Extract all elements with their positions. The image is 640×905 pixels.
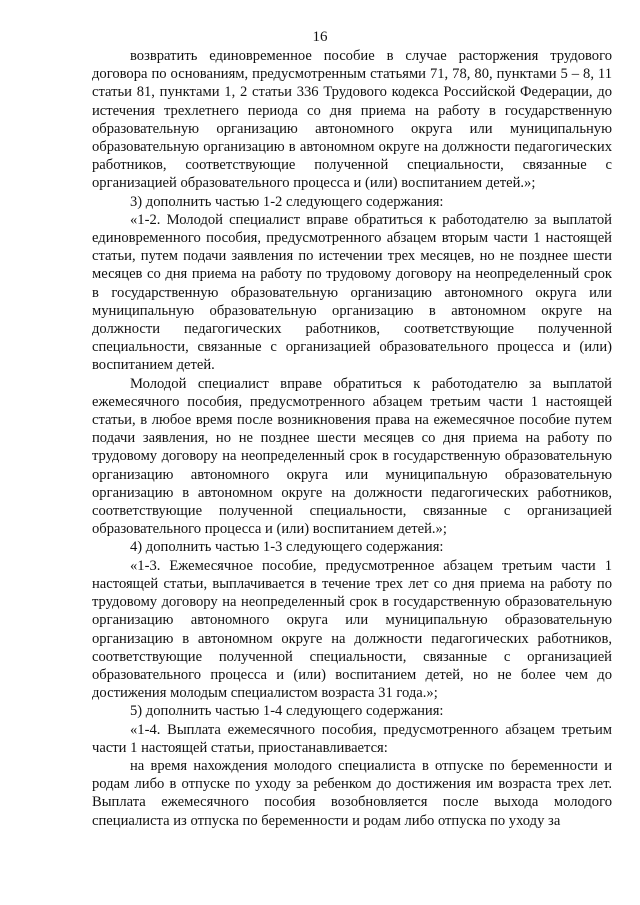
paragraph-6: «1-3. Ежемесячное пособие, предусмотренное абзацем третьим части 1 настоящей статьи, выплачивается в течение трех лет со дня приема на работу по трудовому договору на неопределенный срок в государственную образовательную организацию автономного округа или муниципальную образовательную организацию в автономном округе на должности педагогических работников, соответствующие полученной специальности, связанные с организацией образовательного процесса и (или) воспитанием детей, но не более чем до достижения молодым специалистом возраста 31 года.»; <box>92 557 612 702</box>
document-body <box>92 47 612 830</box>
paragraph-8: «1-4. Выплата ежемесячного пособия, предусмотренного абзацем третьим части 1 настоящей статьи, приостанавливается: <box>92 721 612 756</box>
paragraph-7: 5) дополнить частью 1-4 следующего содержания: <box>130 703 444 720</box>
paragraph-4: Молодой специалист вправе обратиться к работодателю за выплатой ежемесячного пособия, предусмотренного абзацем третьим части 1 настоящей статьи, в любое время после возникновения права на ежемесячное пособие путем подачи заявления, но не позднее шести месяцев со дня приема на работу по трудовому договору на неопределенный срок в государственную образовательную организацию автономного округа или муниципальную образовательную организацию в автономном округе на должности педагогических работников, соответствующие полученной специальности, связанные с организацией образовательного процесса и (или) воспитанием детей.»; <box>92 375 612 538</box>
paragraph-2: 3) дополнить частью 1-2 следующего содержания: <box>130 193 444 210</box>
paragraph-3: «1-2. Молодой специалист вправе обратиться к работодателю за выплатой единовременного пособия, предусмотренного абзацем вторым части 1 настоящей статьи, путем подачи заявления по истечении трех месяцев, но не позднее шести месяцев со дня приема на работу по трудовому договору на неопределенный срок в государственную образовательную организацию автономного округа или муниципальную образовательную организацию в автономном округе на должности педагогических работников, соответствующие полученной специальности, связанные с организацией образовательного процесса и (или) воспитанием детей. <box>92 211 612 374</box>
paragraph-1: возвратить единовременное пособие в случае расторжения трудового договора по основаниям, предусмотренным статьями 71, 78, 80, пунктами 5 – 8, 11 статьи 81, пунктами 1, 2 статьи 336 Трудового кодекса Российской Федерации, до истечения трехлетнего периода со дня приема на работу в государственную образовательную организацию автономного округа или муниципальную образовательную организацию в автономном округе на должности педагогических работников, соответствующие полученной специальности, связанные с организацией образовательного процесса и (или) воспитанием детей.»; <box>92 48 612 192</box>
paragraph-9: на время нахождения молодого специалиста в отпуске по беременности и родам либо в отпуске по уходу за ребенком до достижения им возраста трех лет. Выплата ежемесячного пособия возобновляется после выхода молодого специалиста из отпуска по беременности и родам либо отпуска по уходу за <box>92 757 612 829</box>
page-number: 16 <box>312 29 328 45</box>
paragraph-5: 4) дополнить частью 1-3 следующего содержания: <box>130 539 444 556</box>
